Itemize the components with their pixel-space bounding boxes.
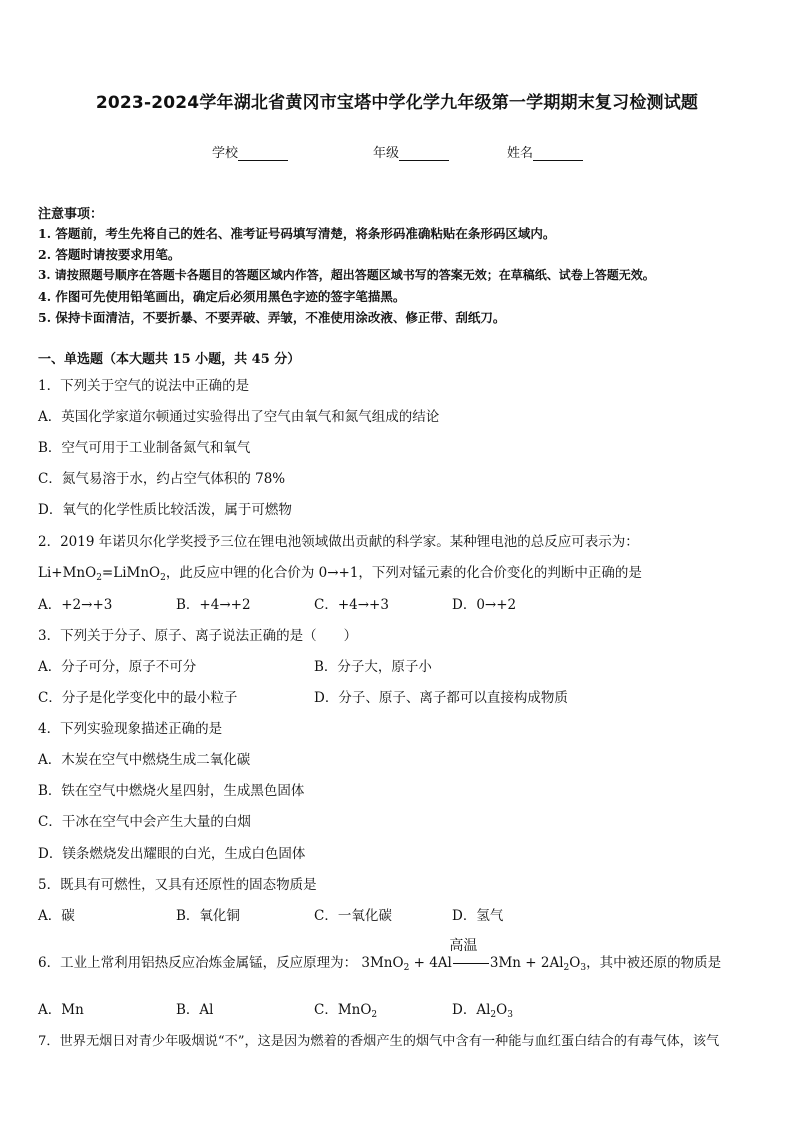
- reaction-condition: 高温: [449, 938, 478, 954]
- formula-part: Li+MnO: [38, 565, 97, 581]
- question-1-option-c[interactable]: C．氮气易溶于水，约占空气体积的 78%: [38, 471, 286, 487]
- name-label: 姓名: [507, 146, 534, 161]
- question-5-stem: 5．既具有可燃性，又具有还原性的固态物质是: [38, 877, 317, 893]
- question-2-option-d[interactable]: D．0→+2: [452, 597, 517, 613]
- formula-subscript: 2: [96, 573, 102, 583]
- question-6-stem: [38, 938, 722, 973]
- question-5-option-d[interactable]: D．氢气: [452, 908, 504, 924]
- formula-subscript: 2: [563, 963, 570, 973]
- question-6-option-d[interactable]: [452, 998, 513, 1020]
- formula-part: + 4Al: [409, 955, 452, 971]
- question-3-stem: 3．下列关于分子、原子、离子说法正确的是（ ）: [38, 628, 358, 644]
- school-label: 学校: [212, 146, 239, 161]
- question-3-option-a[interactable]: A．分子可分，原子不可分: [38, 659, 197, 675]
- question-1-option-a[interactable]: A．英国化学家道尔顿通过实验得出了空气由氧气和氮气组成的结论: [38, 409, 440, 425]
- question-5-option-c[interactable]: C．一氧化碳: [314, 908, 392, 924]
- question-6-option-c[interactable]: [314, 998, 377, 1020]
- question-5-option-a[interactable]: A．碳: [38, 908, 75, 924]
- grade-blank[interactable]: [399, 146, 449, 161]
- question-1-option-b[interactable]: B．空气可用于工业制备氮气和氧气: [38, 440, 251, 456]
- formula-subscript: 2: [160, 573, 166, 583]
- chemical-equation: [361, 938, 587, 973]
- question-2-option-c[interactable]: C．+4→+3: [314, 597, 389, 613]
- formula-part: =LiMnO: [101, 565, 161, 581]
- name-field: [507, 142, 583, 161]
- question-2-text: ，此反应中锂的化合价为 0→+1，下列对锰元素的化合价变化的判断中正确的是: [165, 565, 642, 581]
- formula-subscript: 2: [371, 1010, 378, 1020]
- question-4-option-b[interactable]: B．铁在空气中燃烧火星四射，生成黑色固体: [38, 783, 305, 799]
- formula-part: D．Al: [452, 1002, 491, 1018]
- question-1-stem: 1．下列关于空气的说法中正确的是: [38, 378, 250, 394]
- name-blank[interactable]: [533, 146, 583, 161]
- question-4-option-d[interactable]: D．镁条燃烧发出耀眼的白光，生成白色固体: [38, 846, 306, 862]
- note-item: 2. 答题时请按要求用笔。: [38, 247, 181, 262]
- formula-subscript: 2: [490, 1010, 497, 1020]
- formula-part: C．MnO: [314, 1002, 372, 1018]
- grade-label: 年级: [373, 146, 400, 161]
- question-2-stem-continued: [38, 561, 642, 583]
- question-2-stem: 2．2019 年诺贝尔化学奖授予三位在锂电池领域做出贡献的科学家。某种锂电池的总反应可表示为：: [38, 534, 639, 550]
- question-1-option-d[interactable]: D．氧气的化学性质比较活泼，属于可燃物: [38, 502, 292, 518]
- question-6-option-a[interactable]: A．Mn: [38, 1002, 84, 1018]
- question-6-text: 6．工业上常利用铝热反应冶炼金属锰，反应原理为：: [38, 955, 358, 971]
- formula-part: 3MnO: [361, 955, 404, 971]
- question-7-stem: 7．世界无烟日对青少年吸烟说“不”，这是因为燃着的香烟产生的烟气中含有一种能与血红蛋白结合的有毒气体，该气: [38, 1034, 720, 1049]
- question-4-stem: 4．下列实验现象描述正确的是: [38, 721, 223, 737]
- question-2-option-b[interactable]: B．+4→+2: [176, 597, 251, 613]
- school-field: [212, 142, 288, 161]
- school-blank[interactable]: [238, 146, 288, 161]
- question-3-option-b[interactable]: B．分子大，原子小: [314, 659, 432, 675]
- notes-heading: 注意事项：: [38, 207, 104, 222]
- section-heading: 一、单选题（本大题共 15 小题，共 45 分）: [38, 352, 301, 367]
- question-6-text: ，其中被还原的物质是: [586, 955, 722, 971]
- note-item: 1. 答题前，考生先将自己的姓名、准考证号码填写清楚，将条形码准确粘贴在条形码区域内。: [38, 226, 556, 241]
- note-item: 5. 保持卡面清洁，不要折暴、不要弄破、弄皱，不准使用涂改液、修正带、刮纸刀。: [38, 310, 506, 325]
- question-6-option-b[interactable]: B．Al: [176, 1002, 214, 1018]
- note-item: 3. 请按照题号顺序在答题卡各题目的答题区域内作答，超出答题区域书写的答案无效；在草稿纸、试卷上答题无效。: [38, 268, 655, 282]
- question-5-option-b[interactable]: B．氧化铜: [176, 908, 240, 924]
- formula-part: O: [569, 955, 581, 971]
- question-2-option-a[interactable]: A．+2→+3: [38, 597, 113, 613]
- page-title: 2023-2024学年湖北省黄冈市宝塔中学化学九年级第一学期期末复习检测试题: [95, 93, 699, 113]
- formula-subscript: 3: [580, 963, 587, 973]
- question-4-option-a[interactable]: A．木炭在空气中燃烧生成二氧化碳: [38, 752, 251, 768]
- formula-subscript: 2: [403, 963, 410, 973]
- question-3-option-d[interactable]: D．分子、原子、离子都可以直接构成物质: [314, 690, 568, 706]
- note-item: 4. 作图可先使用铅笔画出，确定后必须用黑色字迹的签字笔描黑。: [38, 289, 406, 304]
- question-4-option-c[interactable]: C．干冰在空气中会产生大量的白烟: [38, 814, 251, 830]
- formula-subscript: 3: [507, 1010, 513, 1020]
- formula-part: O: [496, 1002, 508, 1018]
- formula-part: 3Mn + 2Al: [489, 955, 564, 971]
- question-3-option-c[interactable]: C．分子是化学变化中的最小粒子: [38, 690, 238, 706]
- reaction-arrow-bar: [453, 963, 489, 964]
- grade-field: [373, 142, 449, 161]
